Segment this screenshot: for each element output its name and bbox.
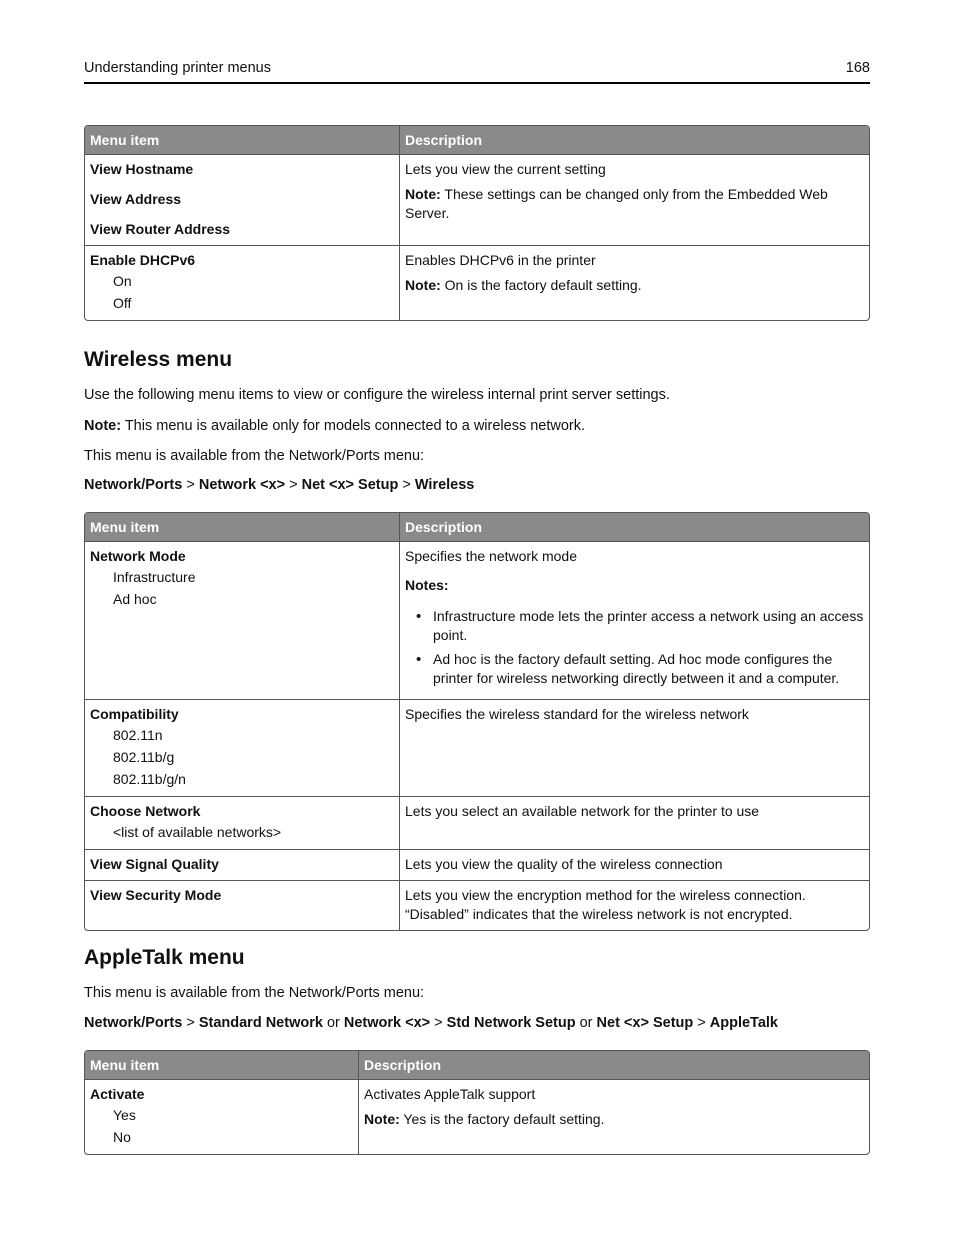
table-row — [85, 796, 869, 849]
table-header-row — [85, 126, 869, 155]
menu-item-cell — [85, 880, 399, 930]
note-body: This menu is available only for models connected to a wireless network. — [121, 418, 586, 434]
table-header-row — [85, 1051, 869, 1080]
note-text — [405, 185, 864, 223]
column-header: Description — [399, 513, 869, 542]
description-text: Lets you view the current setting — [405, 161, 606, 177]
path-separator: or — [575, 1015, 597, 1031]
column-header: Menu item — [85, 1051, 358, 1080]
path-segment: Network <x> — [198, 477, 286, 493]
path-separator: > — [398, 477, 415, 493]
path-separator: > — [182, 1015, 199, 1031]
path-segment: Network <x> — [343, 1015, 431, 1031]
path-segment: Wireless — [414, 477, 475, 493]
menu-item-cell — [85, 796, 399, 849]
note-label: Note: — [364, 1111, 400, 1127]
description-text: Lets you view the encryption method for the wireless connection. “Disabled” indicates that the wireless network is not encrypted. — [405, 887, 806, 922]
section-heading-wireless: Wireless menu — [84, 348, 233, 371]
menu-item-label: Network Mode — [90, 548, 186, 564]
path-separator: > — [430, 1015, 447, 1031]
menu-item-cell — [85, 245, 399, 320]
description-text: Lets you select an available network for the printer to use — [405, 803, 760, 819]
path-separator: > — [285, 477, 302, 493]
wireless-menu-path — [84, 477, 474, 493]
description-cell — [358, 1080, 869, 1154]
menu-item-label: View Signal Quality — [90, 856, 219, 872]
menu-item-label: Activate — [90, 1086, 145, 1102]
note-label: Note: — [84, 418, 122, 434]
note-bullet: • Ad hoc is the factory default setting. Ad hoc mode configures the printer for wireless networking directly between it and a computer. — [405, 650, 864, 688]
menu-item-label: Compatibility — [90, 706, 179, 722]
menu-option: 802.11n — [113, 727, 163, 743]
description-text: Activates AppleTalk support — [364, 1086, 536, 1102]
description-text: Enables DHCPv6 in the printer — [405, 252, 596, 268]
appletalk-menu-table — [84, 1050, 870, 1155]
menu-item-cell — [85, 155, 399, 245]
menu-item-label: Enable DHCPv6 — [90, 252, 196, 268]
note-body: These settings can be changed only from the Embedded Web Server. — [405, 186, 828, 221]
path-segment: Standard Network — [198, 1015, 323, 1031]
menu-option: 802.11b/g/n — [113, 771, 186, 787]
menu-option: Off — [113, 295, 132, 311]
menu-item-label: Choose Network — [90, 803, 201, 819]
menu-option: Yes — [113, 1107, 136, 1123]
menu-option: 802.11b/g — [113, 749, 175, 765]
section-heading-appletalk: AppleTalk menu — [84, 946, 245, 969]
note-label: Note: — [405, 277, 441, 293]
description-cell — [399, 880, 869, 930]
description-cell — [399, 699, 869, 796]
note-text — [364, 1110, 864, 1129]
table-row — [85, 245, 869, 320]
notes-label-text: Notes: — [405, 577, 449, 593]
menu-option: <list of available networks> — [113, 824, 282, 840]
menu-item-cell — [85, 699, 399, 796]
note-bullet: • Infrastructure mode lets the printer access a network using an access point. — [405, 607, 864, 645]
table-row — [85, 880, 869, 930]
column-header: Description — [358, 1051, 869, 1080]
menu-item-cell — [85, 849, 399, 880]
notes-label — [405, 576, 864, 595]
path-segment: Network/Ports — [84, 1015, 183, 1031]
table-header-row — [85, 513, 869, 542]
description-text: Specifies the network mode — [405, 548, 577, 564]
table-row — [85, 155, 869, 245]
table-row — [85, 849, 869, 880]
path-segment: Network/Ports — [84, 477, 183, 493]
menu-item-cell — [85, 542, 399, 699]
note-body: Yes is the factory default setting. — [399, 1111, 605, 1127]
wireless-menu-table — [84, 512, 870, 931]
path-separator: > — [182, 477, 199, 493]
description-cell — [399, 542, 869, 699]
column-header: Menu item — [85, 513, 399, 542]
note-label: Note: — [405, 186, 441, 202]
wireless-availability: This menu is available from the Network/Ports menu: — [84, 448, 425, 464]
menu-option: No — [113, 1129, 131, 1145]
path-segment: Std Network Setup — [446, 1015, 576, 1031]
header-title: Understanding printer menus — [84, 60, 271, 76]
description-text: Specifies the wireless standard for the wireless network — [405, 706, 749, 722]
menu-item-label: View Address — [90, 191, 182, 207]
path-segment: Net <x> Setup — [301, 477, 399, 493]
table-row — [85, 542, 869, 699]
wireless-intro: Use the following menu items to view or configure the wireless internal print server settings. — [84, 387, 670, 403]
description-cell — [399, 849, 869, 880]
note-body: On is the factory default setting. — [440, 277, 642, 293]
path-segment: AppleTalk — [709, 1015, 778, 1031]
menu-item-label: View Hostname — [90, 161, 194, 177]
menu-option: Ad hoc — [113, 591, 157, 607]
description-cell — [399, 245, 869, 320]
description-cell — [399, 155, 869, 245]
appletalk-availability: This menu is available from the Network/Ports menu: — [84, 985, 425, 1001]
menu-option: On — [113, 273, 132, 289]
column-header: Description — [399, 126, 869, 155]
description-cell — [399, 796, 869, 849]
menu-item-label: View Security Mode — [90, 887, 222, 903]
tcpip-menu-table — [84, 125, 870, 321]
note-text — [405, 276, 864, 295]
menu-item-label: View Router Address — [90, 221, 231, 237]
table-row — [85, 1080, 869, 1154]
table-row — [85, 699, 869, 796]
path-separator: > — [693, 1015, 710, 1031]
path-separator: or — [322, 1015, 344, 1031]
menu-option: Infrastructure — [113, 569, 196, 585]
menu-item-cell — [85, 1080, 358, 1154]
wireless-note — [84, 418, 585, 434]
column-header: Menu item — [85, 126, 399, 155]
description-text: Lets you view the quality of the wireless connection — [405, 856, 723, 872]
path-segment: Net <x> Setup — [596, 1015, 694, 1031]
page-number: 168 — [845, 60, 870, 76]
page-header — [84, 60, 870, 84]
appletalk-menu-path — [84, 1015, 778, 1031]
